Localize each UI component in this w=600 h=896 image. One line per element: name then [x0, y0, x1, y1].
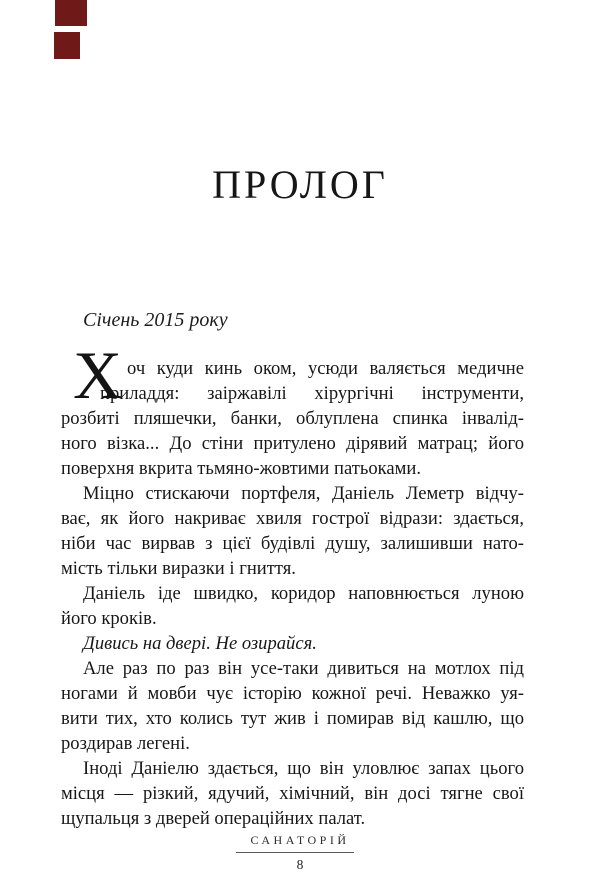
chapter-title: ПРОЛОГ — [212, 162, 388, 207]
text-line: ного візка... До стіни притулено дірявий матрац; його — [61, 433, 524, 454]
text-line: щупальця з дверей операційних палат. — [61, 808, 366, 829]
text-line: поверхня вкрита тьмяно-жовтими патьоками. — [61, 458, 422, 479]
footer-rule — [236, 852, 354, 853]
text-line: ніби час вирвав з цієї будівлі душу, залишивши нато- — [61, 533, 524, 554]
text-line: оч куди кинь оком, усюди валяється медичне — [127, 358, 524, 379]
corner-mark-top — [55, 0, 87, 26]
text-line: його кроків. — [61, 608, 157, 629]
text-line: роздирав легені. — [61, 733, 190, 754]
running-title: САНАТОРІЙ — [250, 833, 350, 847]
text-line: приладдя: заіржавілі хірургічні інструменти, — [100, 383, 524, 404]
text-line: Дивись на двері. Не озирайся. — [83, 633, 317, 654]
text-line: мість тільки виразки і гниття. — [61, 558, 296, 579]
text-line: Даніель іде швидко, коридор наповнюється луною — [83, 583, 524, 604]
text-line: Міцно стискаючи портфеля, Даніель Леметр відчу- — [83, 483, 524, 504]
text-line: Іноді Даніелю здається, що він уловлює запах цього — [83, 758, 524, 779]
text-line: ногами й мовби чує історію кожної речі. Неважко уя- — [61, 683, 524, 704]
text-line: розбиті пляшечки, банки, облуплена спинка інвалід- — [61, 408, 524, 429]
text-line: ває, як його накриває хвиля гострої відрази: здається, — [61, 508, 524, 529]
drop-cap: Х — [73, 337, 123, 413]
body-text — [61, 337, 524, 831]
text-line: Але раз по раз він усе-таки дивиться на мотлох під — [83, 658, 524, 679]
text-line: місця — різкий, ядучий, хімічний, він досі тягне свої — [61, 783, 524, 804]
text-line: вити тих, хто колись тут жив і помирав від кашлю, що — [61, 708, 524, 729]
dateline: Січень 2015 року — [83, 309, 228, 331]
corner-mark-bottom — [54, 32, 80, 59]
page-number: 8 — [296, 857, 304, 872]
